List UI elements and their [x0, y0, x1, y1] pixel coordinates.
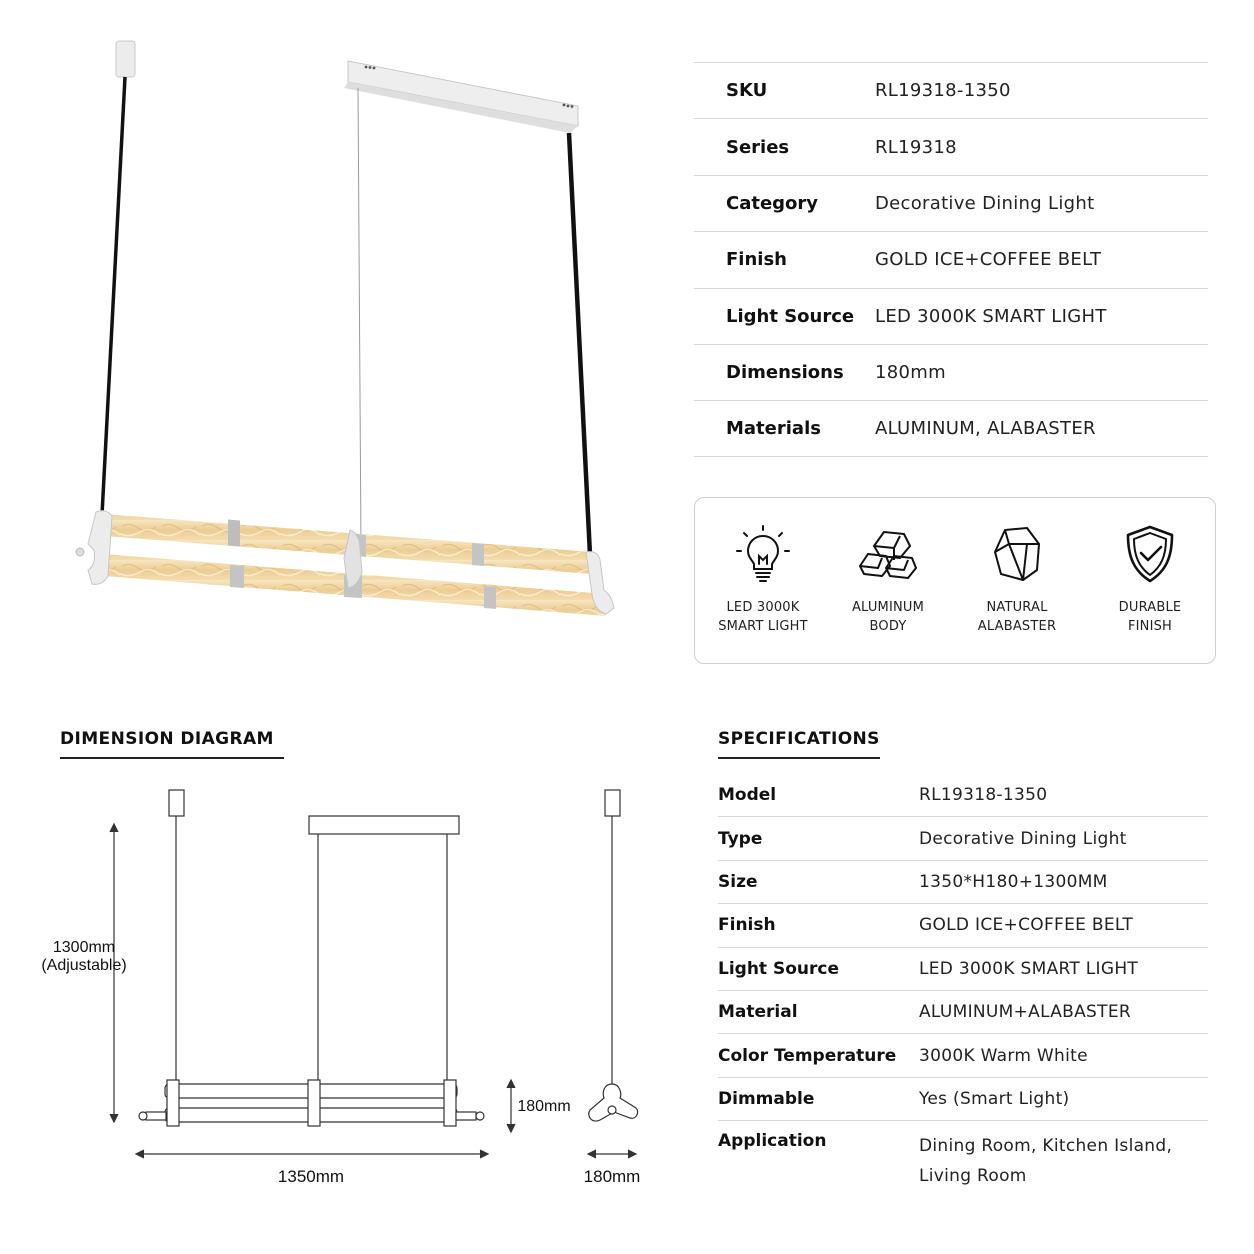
spec-row	[718, 948, 1208, 991]
info-row	[694, 62, 1208, 118]
spec-row	[718, 861, 1208, 904]
spec-value: RL19318-1350	[919, 785, 1048, 806]
feature-alabaster: NATURAL ALABASTER	[952, 524, 1082, 636]
specifications-table	[718, 774, 1208, 1191]
left-ceiling-cup	[116, 41, 135, 77]
feature-led: LED 3000K SMART LIGHT	[698, 524, 828, 636]
spec-label: Dimmable	[718, 1088, 815, 1109]
info-row	[694, 344, 1208, 400]
spec-label: Finish	[718, 915, 776, 936]
spec-row	[718, 1078, 1208, 1121]
spec-value: Decorative Dining Light	[919, 828, 1127, 849]
feature-box	[694, 497, 1216, 664]
light-bulb-icon	[735, 524, 791, 584]
spec-value: LED 3000K SMART LIGHT	[919, 958, 1139, 979]
product-info-table	[694, 62, 1208, 457]
info-value: RL19318	[875, 136, 957, 158]
power-cord	[358, 88, 361, 548]
aluminum-bars-icon	[856, 524, 920, 584]
info-label: SKU	[726, 80, 768, 102]
spec-value: Yes (Smart Light)	[919, 1088, 1070, 1109]
spec-value: Dining Room, Kitchen Island, Living Room	[919, 1136, 1173, 1187]
right-suspension-cable	[569, 133, 590, 555]
ceiling-canopy	[344, 61, 578, 133]
spec-label: Light Source	[718, 958, 839, 979]
width-dimension-label: 1350mm	[277, 1167, 345, 1186]
shield-check-icon	[1122, 524, 1178, 584]
info-value: GOLD ICE+COFFEE BELT	[875, 249, 1102, 271]
info-label: Series	[726, 136, 790, 158]
spec-label: Size	[718, 871, 758, 892]
info-value: ALUMINUM, ALABASTER	[875, 418, 1096, 440]
info-value: 180mm	[875, 362, 946, 384]
spec-row	[718, 1034, 1208, 1077]
info-value: Decorative Dining Light	[875, 192, 1095, 214]
alabaster-stone-icon	[989, 524, 1045, 584]
info-row	[694, 118, 1208, 174]
spec-label: Color Temperature	[718, 1045, 897, 1066]
dimension-drawing	[30, 780, 670, 1200]
spec-label: Application	[718, 1131, 827, 1152]
height-dimension-label: 1300mm (Adjustable)	[41, 939, 127, 974]
feature-aluminum: ALUMINUM BODY	[823, 524, 953, 636]
info-label: Finish	[726, 249, 787, 271]
product-illustration	[0, 0, 680, 680]
feature-durable: DURABLE FINISH	[1085, 524, 1215, 636]
depth-dimension-label: 180mm	[583, 1167, 641, 1186]
spec-label: Type	[718, 828, 763, 849]
info-row	[694, 400, 1208, 456]
specifications-title: SPECIFICATIONS	[718, 729, 880, 759]
spec-row	[718, 991, 1208, 1034]
dimension-diagram-title: DIMENSION DIAGRAM	[60, 729, 284, 759]
spec-value: GOLD ICE+COFFEE BELT	[919, 915, 1134, 936]
info-row	[694, 231, 1208, 287]
spec-row	[718, 774, 1208, 817]
spec-row	[718, 904, 1208, 947]
info-label: Light Source	[726, 305, 855, 327]
info-label: Materials	[726, 418, 821, 440]
spec-value: ALUMINUM+ALABASTER	[919, 1002, 1131, 1023]
info-row	[694, 288, 1208, 344]
info-row	[694, 175, 1208, 231]
spec-value: 3000K Warm White	[919, 1045, 1088, 1066]
dimension-diagram	[30, 780, 670, 1200]
info-label: Category	[726, 192, 819, 214]
spec-value: 1350*H180+1300MM	[919, 871, 1108, 892]
info-value: RL19318-1350	[875, 80, 1011, 102]
spec-row	[718, 817, 1208, 860]
spec-label: Material	[718, 1002, 798, 1023]
spec-label: Model	[718, 785, 777, 806]
left-end-bracket	[76, 511, 112, 585]
info-label: Dimensions	[726, 362, 844, 384]
info-value: LED 3000K SMART LIGHT	[875, 305, 1107, 327]
left-suspension-cable	[102, 77, 125, 515]
spec-row	[718, 1121, 1208, 1191]
tube-height-label: 180mm	[517, 1098, 571, 1115]
